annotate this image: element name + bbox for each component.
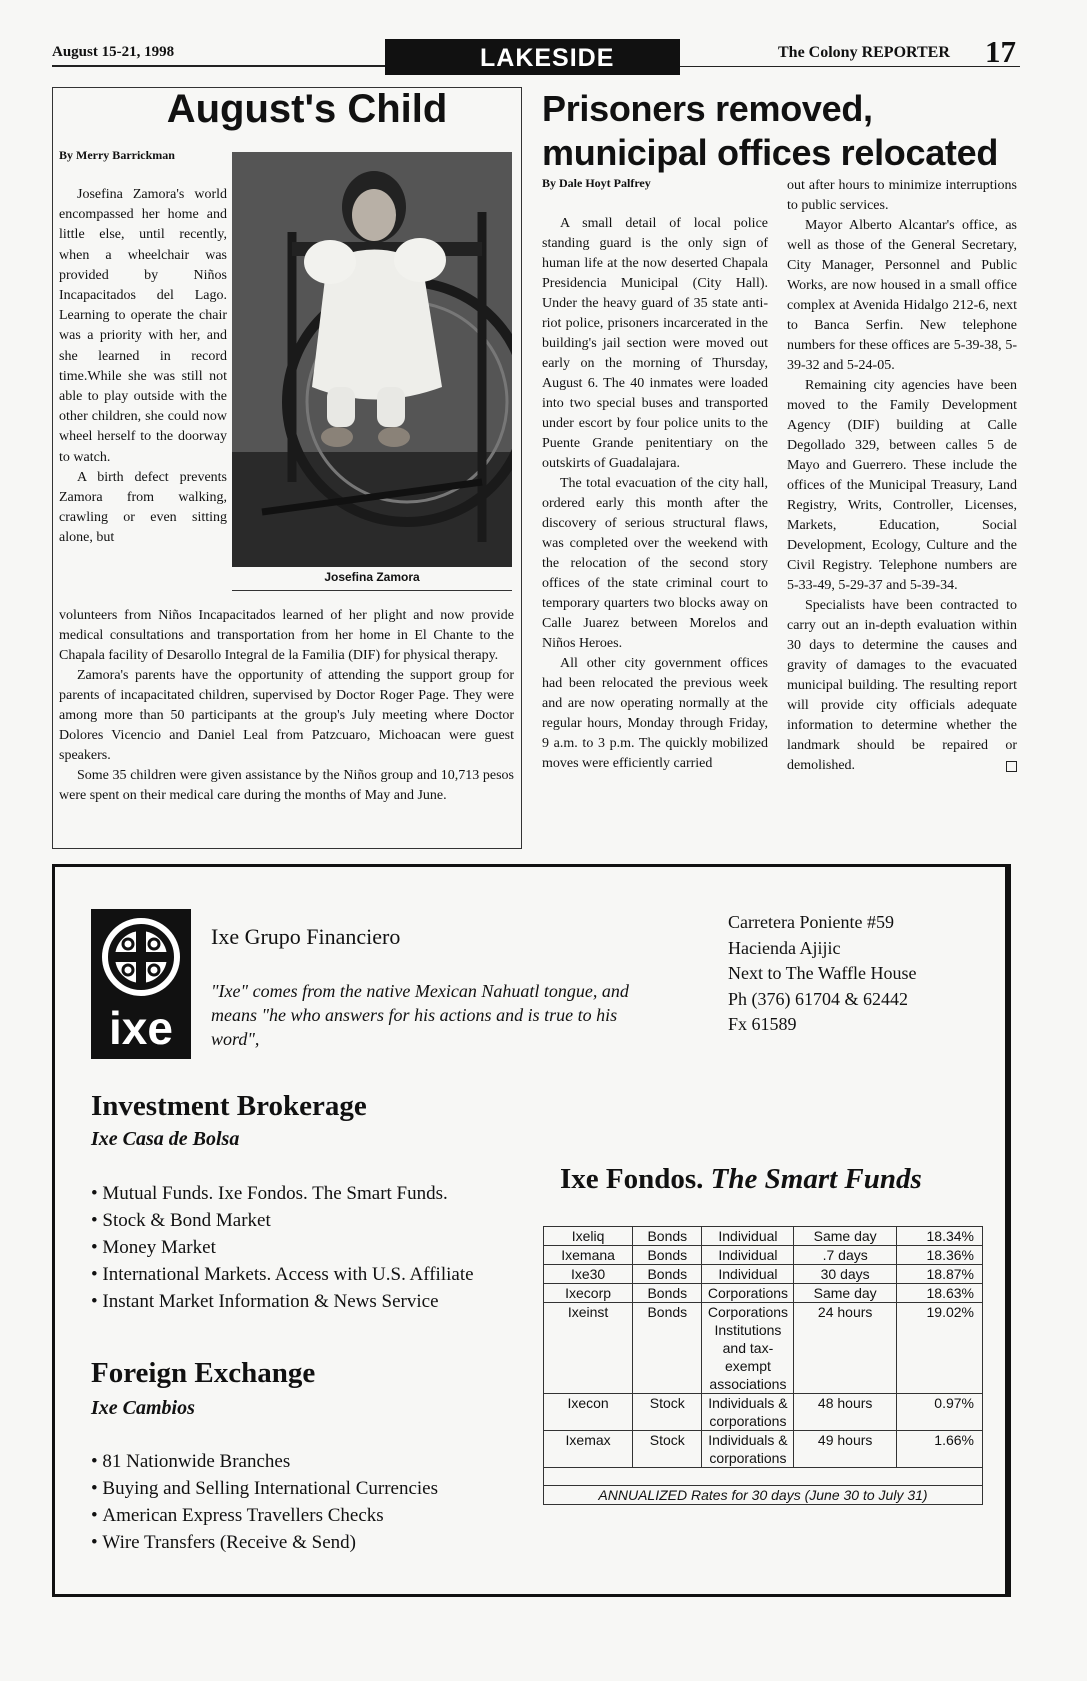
fund-liquidity-cell: 24 hours <box>794 1303 896 1394</box>
table-row <box>544 1303 983 1394</box>
prisoners-headline-line-2: municipal offices relocated <box>542 132 999 173</box>
header-rule-left <box>52 65 385 67</box>
child-story-column-wide <box>59 606 514 806</box>
list-item: • Wire Transfers (Receive & Send) <box>91 1529 438 1556</box>
list-item: • Money Market <box>91 1234 474 1261</box>
ad-address-block <box>728 910 917 1038</box>
ixe-logo-word: ixe <box>109 1002 173 1054</box>
exchange-list <box>91 1448 438 1556</box>
funds-title-italic: The Smart Funds <box>710 1163 922 1195</box>
fund-liquidity-cell: 49 hours <box>794 1431 896 1468</box>
child-paragraph-4: Some 35 children were given assistance by the Niños group and 10,713 pesos were spent on their medical care during the months of May and June. <box>59 768 514 803</box>
fund-rate-cell: 0.97% <box>896 1394 982 1431</box>
fund-liquidity-cell: .7 days <box>794 1246 896 1265</box>
table-row <box>544 1246 983 1265</box>
fund-name-cell: Ixecorp <box>544 1284 633 1303</box>
funds-title-plain: Ixe Fondos. <box>560 1163 704 1195</box>
fund-client-cell: Individual <box>702 1227 794 1246</box>
fund-type-cell: Stock <box>633 1431 702 1468</box>
fund-rate-cell: 18.36% <box>896 1246 982 1265</box>
prisoners-paragraph-2: The total evacuation of the city hall, ordered early this month after the discovery of serious structural flaws, was completed over the weekend with the relocation of the second story offices of the state criminal court to temporary quarters two blocks away on Calle Juarez between Morelos and Niños Heroes. <box>542 476 768 651</box>
child-paragraph-1: Josefina Zamora's world encompassed her home and little else, until recently, when a wheelchair was provided by Niños Incapacitados del Lago. Learning to operate the chair was a priority with her, and she learned in record time.While she was still not able to play outside with the other children, she could now wheel herself to the doorway to watch. <box>59 187 227 465</box>
list-item: • Instant Market Information & News Service <box>91 1288 474 1315</box>
address-phone: Ph (376) 61704 & 62442 <box>728 988 908 1009</box>
fund-type-cell: Bonds <box>633 1303 702 1394</box>
table-row <box>544 1227 983 1246</box>
prisoners-paragraph-3: All other city government offices had been relocated the previous week and are now operating normally at the regular hours, Monday through Friday, 9 a.m. to 3 p.m. The quickly mobilized moves were efficiently carried <box>542 656 768 771</box>
paper-name: The Colony REPORTER <box>778 44 950 61</box>
prisoners-column-1 <box>542 214 768 774</box>
fund-type-cell: Bonds <box>633 1284 702 1303</box>
funds-title <box>560 1163 922 1196</box>
section-banner: LAKESIDE <box>385 39 680 75</box>
table-row <box>544 1394 983 1431</box>
fund-rate-cell: 1.66% <box>896 1431 982 1468</box>
investment-heading: Investment Brokerage <box>91 1090 367 1122</box>
child-story-column-narrow <box>59 185 227 549</box>
child-photo <box>232 152 512 567</box>
fund-client-cell: Corporations <box>702 1284 794 1303</box>
fund-liquidity-cell: 48 hours <box>794 1394 896 1431</box>
prisoners-paragraph-5: Mayor Alberto Alcantar's office, as well as those of the General Secretary, City Manager, Personnel and Public Works, are now housed in a small office complex at Avenida Hidalgo 212-6, next to Banca Serfin. New telephone numbers for these offices are 5-39-38, 5-39-32 and 5-24-05. <box>787 218 1017 373</box>
photo-caption: Josefina Zamora <box>324 570 420 584</box>
prisoners-paragraph-1: A small detail of local police standing guard is the only sign of human life at the now deserted Chapala Presidencia Municipal (City Hall). Under the heavy guard of 35 state anti-riot police, prisoners incarcerated in the building's jail section were moved out early on the morning of Thursday, August 6. The 40 inmates were loaded into two special buses and transported under escort by four police units to the Puente Grande penitentiary on the outskirts of Guadalajara. <box>542 216 768 471</box>
fund-name-cell: Ixe30 <box>544 1265 633 1284</box>
fund-client-cell: Individuals & corporations <box>702 1431 794 1468</box>
fund-rate-cell: 18.63% <box>896 1284 982 1303</box>
table-spacer-row <box>544 1468 983 1486</box>
list-item: • Stock & Bond Market <box>91 1207 474 1234</box>
prisoners-paragraph-6: Remaining city agencies have been moved to the Family Development Agency (DIF) building at Calle Degollado 329, between calles 5 de Mayo and Guerrero. These include the offices of the Municipal Treasury, Land Registry, Writs, Controller, Licenses, Markets, Education, Social Development, Ecology, Culture and the Civil Registry. Telephone numbers are 5-33-49, 5-29-37 and 5-39-34. <box>787 378 1017 593</box>
address-line-2: Hacienda Ajijic <box>728 937 841 958</box>
fund-rate-cell: 19.02% <box>896 1303 982 1394</box>
fund-name-cell: Ixeinst <box>544 1303 633 1394</box>
list-item: • 81 Nationwide Branches <box>91 1448 438 1475</box>
investment-subheading: Ixe Casa de Bolsa <box>91 1128 240 1150</box>
list-item: • Mutual Funds. Ixe Fondos. The Smart Funds. <box>91 1180 474 1207</box>
header-rule-right <box>680 66 1020 67</box>
fund-name-cell: Ixecon <box>544 1394 633 1431</box>
child-story-title: August's Child <box>166 87 448 131</box>
wheelchair-photo-illustration <box>232 152 512 567</box>
fund-liquidity-cell: Same day <box>794 1227 896 1246</box>
exchange-heading: Foreign Exchange <box>91 1357 316 1389</box>
address-fax: Fx 61589 <box>728 1014 797 1034</box>
prisoners-column-2 <box>787 176 1017 776</box>
prisoners-headline <box>542 87 1022 175</box>
child-story-byline: By Merry Barrickman <box>59 148 175 162</box>
end-mark-icon <box>1006 761 1017 772</box>
address-line-1: Carretera Poniente #59 <box>728 912 894 932</box>
prisoners-byline: By Dale Hoyt Palfrey <box>542 176 651 190</box>
investment-list <box>91 1180 474 1315</box>
prisoners-headline-line-1: Prisoners removed, <box>542 88 873 129</box>
address-line-3: Next to The Waffle House <box>728 963 917 983</box>
child-paragraph-3: Zamora's parents have the opportunity of attending the support group for parents of incapacitated children, supervised by Doctor Roger Page. They were among more than 50 participants at the group's July meeting where Doctor Dolores Vicencio and Daniel Leal from Patzcuaro, Michoacan were guest speakers. <box>59 668 514 763</box>
fund-name-cell: Ixeliq <box>544 1227 633 1246</box>
funds-table <box>543 1226 983 1505</box>
issue-date: August 15-21, 1998 <box>52 44 175 60</box>
table-row <box>544 1431 983 1468</box>
fund-type-cell: Bonds <box>633 1265 702 1284</box>
table-footnote: ANNUALIZED Rates for 30 days (June 30 to July 31) <box>544 1486 983 1505</box>
prisoners-paragraph-7 <box>787 596 1017 776</box>
fund-client-cell: Individual <box>702 1246 794 1265</box>
fund-liquidity-cell: Same day <box>794 1284 896 1303</box>
fund-client-cell: Individuals & corporations <box>702 1394 794 1431</box>
fund-rate-cell: 18.87% <box>896 1265 982 1284</box>
prisoners-paragraph-7-text: Specialists have been contracted to carry out an in-depth evaluation within 30 days to determine the causes and gravity of damages to the evacuated municipal building. The resulting report will provide city officials adequate information to determine whether the landmark should be repaired or demolished. <box>787 598 1017 773</box>
page-number: 17 <box>985 34 1016 69</box>
fund-type-cell: Stock <box>633 1394 702 1431</box>
list-item: • International Markets. Access with U.S. Affiliate <box>91 1261 474 1288</box>
fund-liquidity-cell: 30 days <box>794 1265 896 1284</box>
fund-rate-cell: 18.34% <box>896 1227 982 1246</box>
prisoners-paragraph-4: out after hours to minimize interruptions to public services. <box>787 178 1017 213</box>
list-item: • American Express Travellers Checks <box>91 1502 438 1529</box>
ad-company-name: Ixe Grupo Financiero <box>211 924 401 949</box>
fund-name-cell: Ixemana <box>544 1246 633 1265</box>
table-row <box>544 1265 983 1284</box>
table-spacer-cell <box>544 1468 983 1486</box>
fund-type-cell: Bonds <box>633 1227 702 1246</box>
fund-type-cell: Bonds <box>633 1246 702 1265</box>
ad-quote: "Ixe" comes from the native Mexican Nahuatl tongue, and means "he who answers for his actions and is true to his word", <box>211 981 629 1049</box>
fund-name-cell: Ixemax <box>544 1431 633 1468</box>
exchange-subheading: Ixe Cambios <box>91 1397 195 1419</box>
fund-client-cell: Corporations Institutions and tax-exempt associations <box>702 1303 794 1394</box>
caption-rule <box>232 590 512 591</box>
ixe-emblem-icon <box>91 909 191 1004</box>
fund-client-cell: Individual <box>702 1265 794 1284</box>
table-footnote-row <box>544 1486 983 1505</box>
list-item: • Buying and Selling International Currencies <box>91 1475 438 1502</box>
table-row <box>544 1284 983 1303</box>
child-paragraph-2-end: volunteers from Niños Incapacitados learned of her plight and now provide medical consultations and transportation from her home in El Chante to the Chapala facility of Desarollo Integral de la Familia (DIF) for physical therapy. <box>59 608 514 663</box>
child-paragraph-2-start: A birth defect prevents Zamora from walking, crawling or even sitting alone, but <box>59 469 227 546</box>
